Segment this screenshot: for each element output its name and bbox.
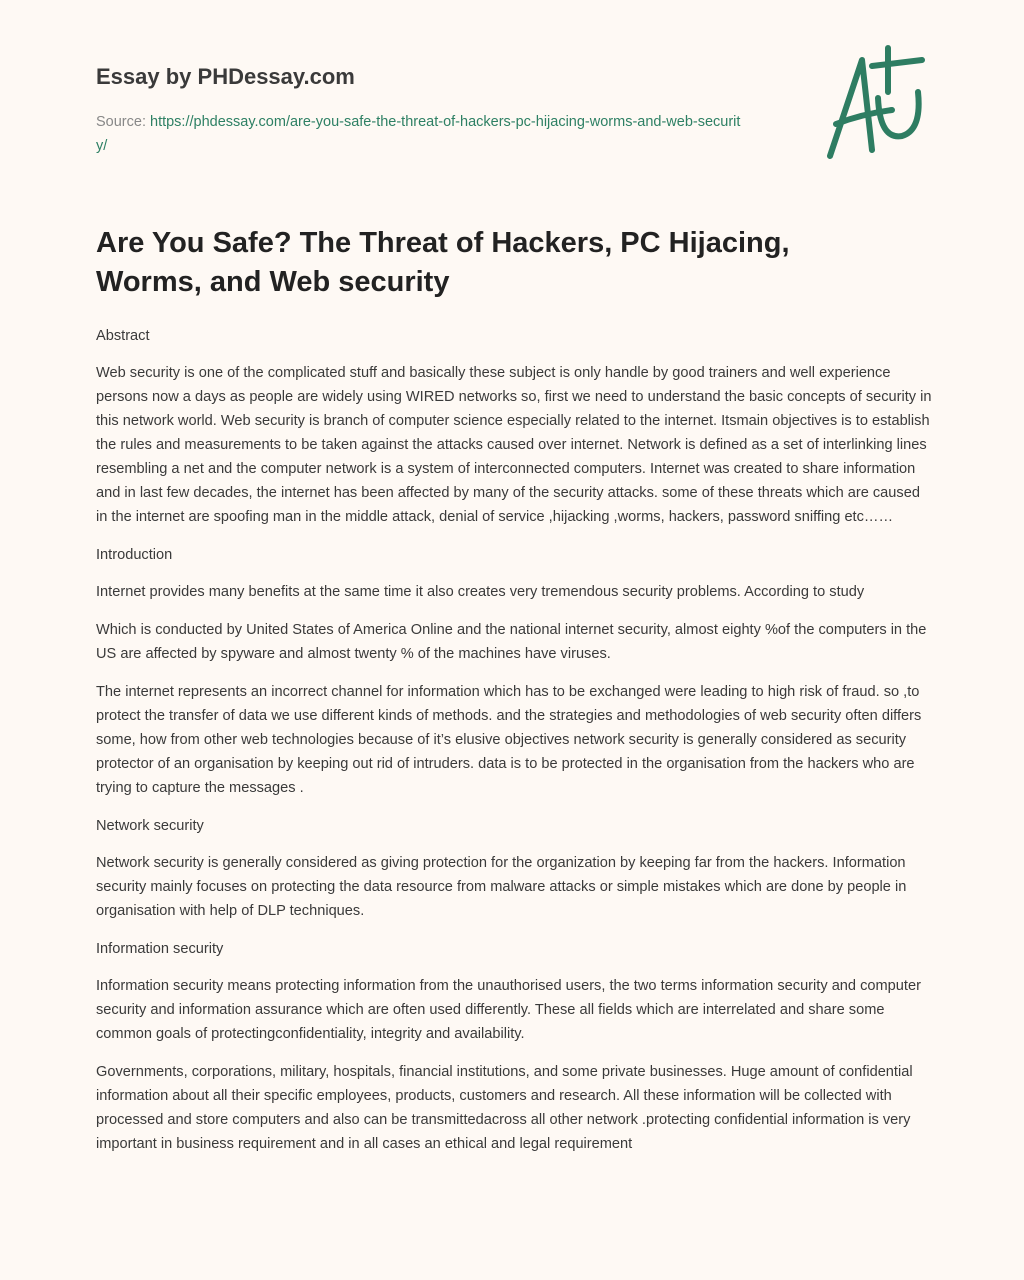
source-line	[96, 110, 746, 158]
paragraph: Web security is one of the complicated stuff and basically these subject is only handle by good trainers and well experience persons now a days as people are widely using WIRED networks so, first we need to understand the basic concepts of security in this network world. Web security is branch of computer science especially related to the internet. Itsmain objectives is to establish the rules and measurements to be taken against the attacks caused over internet. Network is defined as a set of interlinking lines resembling a net and the computer network is a system of interconnected computers. Internet was created to share information and in last few decades, the internet has been affected by many of the security attacks. some of these threats which are caused in the internet are spoofing man in the middle attack, denial of service ,hijacking ,worms, hackers, password sniffing etc……	[96, 365, 932, 525]
section-heading: Abstract	[96, 328, 150, 344]
brand-title: Essay by PHDessay.com	[96, 64, 355, 89]
source-link[interactable]: https://phdessay.com/are-you-safe-the-threat-of-hackers-pc-hijacing-worms-and-web-security/	[96, 114, 741, 154]
section-heading: Information security	[96, 941, 224, 957]
essay-body	[96, 324, 932, 1170]
essay-title: Are You Safe? The Threat of Hackers, PC Hijacing, Worms, and Web security	[96, 227, 790, 298]
paragraph: The internet represents an incorrect channel for information which has to be exchanged were leading to high risk of fraud. so ,to protect the transfer of data we use different kinds of methods. and the strategies and methodologies of web security often differs some, how from other web technologies because of it’s elusive objectives network security is generally considered as security protector of an organisation by keeping out rid of intruders. data is to be protected in the organisation from the hackers who are trying to capture the messages .	[96, 684, 922, 796]
a-plus-logo-icon	[822, 40, 928, 164]
paragraph: Which is conducted by United States of America Online and the national internet security, almost eighty %of the computers in the US are affected by spyware and almost twenty % of the machines have viruses.	[96, 622, 927, 662]
paragraph: Information security means protecting information from the unauthorised users, the two terms information security and computer security and information assurance which are often used differently. These all fields which are interrelated and share some common goals of protectingconfidentiality, integrity and availability.	[96, 978, 921, 1042]
section-heading: Introduction	[96, 547, 173, 563]
source-label: Source:	[96, 114, 150, 130]
section-heading: Network security	[96, 818, 204, 834]
paragraph: Internet provides many benefits at the same time it also creates very tremendous security problems. According to study	[96, 584, 865, 600]
paragraph: Network security is generally considered as giving protection for the organization by keeping far from the hackers. Information security mainly focuses on protecting the data resource from malware attacks or simple mistakes which are done by people in organisation with help of DLP techniques.	[96, 855, 907, 919]
paragraph: Governments, corporations, military, hospitals, financial institutions, and some private businesses. Huge amount of confidential information about all their specific employees, products, customers and research. All these information will be collected with processed and store computers and also can be transmittedacross all other network .protecting confidential information is very important in business requirement and in all cases an ethical and legal requirement	[96, 1064, 913, 1152]
